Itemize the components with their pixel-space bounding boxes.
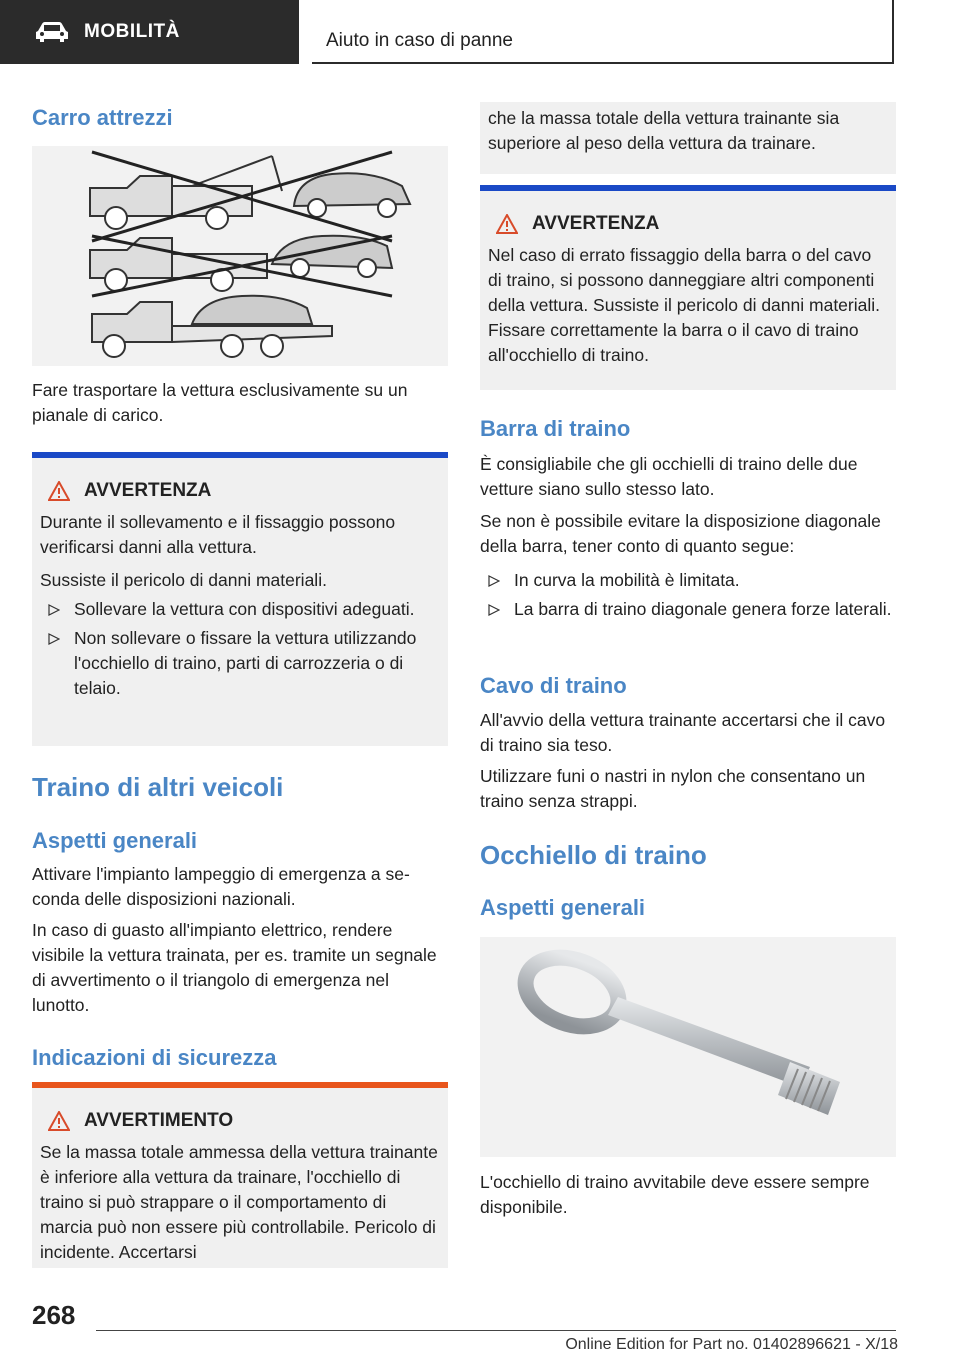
warning-text: Se la massa totale ammessa della vettura trainante è inferiore alla vettura da trainare, l'occhiello di traino si può strappare o il comportamento di marcia può non essere più controllabile. Pericolo di incidente. Accertarsi — [40, 1142, 438, 1262]
page-number: 268 — [32, 1300, 76, 1330]
tow-bar-p1: È consigliabile che gli occhielli di traino delle due vetture siano sullo stesso lato. — [480, 454, 858, 499]
triangle-bullet-icon — [488, 575, 500, 587]
warning-title — [48, 480, 440, 502]
tow-bar-heading: Barra di traino — [480, 416, 631, 441]
warning-triangle-icon — [48, 481, 70, 501]
list-item — [40, 626, 440, 701]
car-icon — [34, 21, 70, 43]
warning-text: Nel caso di errato fissaggio della barra o del cavo di traino, si possono danneggiare altri componenti della vettura. Sussiste il pericolo di danni materiali. Fissare correttamente la barra o il cavo di traino all'occhiello di traino. — [488, 245, 880, 365]
general-p2: In caso di guasto all'impianto elettrico, rendere visibile la vettura trainata, per es. tramite un segnale di avvertimento o il triangolo di emergenza nel lunotto. — [32, 920, 437, 1015]
tow-eye-illustration — [480, 937, 896, 1157]
tow-bar-list — [480, 564, 896, 622]
triangle-bullet-icon — [488, 604, 500, 616]
tow-truck-heading: Carro attrezzi — [32, 105, 173, 130]
warning-cont-text: che la massa totale della vettura trainante sia superiore al peso della vettura da trainare. — [488, 108, 840, 153]
warning-text: Durante il sollevamento e il fissaggio possono verificarsi danni alla vettura. — [40, 512, 396, 557]
tow-truck-illustration — [32, 146, 448, 366]
tow-bar-p2: Se non è possibile evitare la disposizione diagonale della barra, tener conto di quanto segue: — [480, 511, 881, 556]
tow-eye-general-heading: Aspetti generali — [480, 895, 646, 920]
tow-rope-heading: Cavo di traino — [480, 673, 627, 698]
tow-eye-heading: Occhiello di traino — [480, 840, 707, 870]
warning-triangle-icon — [48, 1111, 70, 1131]
triangle-bullet-icon — [48, 633, 60, 645]
section-label: MOBILITÀ — [84, 21, 180, 42]
list-item-text: Non sollevare o fissare la vettura utilizzando l'occhiello di traino, parti di carrozzeria o di telaio. — [74, 628, 417, 698]
tow-eye-illustration-icon — [480, 937, 896, 1157]
tow-rope-p1: All'avvio della vettura trainante accertarsi che il cavo di traino sia teso. — [480, 710, 886, 755]
warning-bar — [32, 452, 448, 458]
tow-truck-caption: Fare trasportare la vettura esclusivamente su un pianale di carico. — [32, 380, 408, 425]
chapter-title: Aiuto in caso di panne — [326, 30, 513, 51]
warning-title-text: AVVERTENZA — [84, 480, 212, 501]
warning-continued — [480, 102, 896, 174]
safety-heading: Indicazioni di sicurezza — [32, 1045, 277, 1070]
warning-title-2 — [48, 1110, 440, 1132]
warning-title-3 — [496, 213, 888, 235]
warning-box-3 — [480, 185, 896, 390]
chapter-header — [312, 0, 894, 64]
list-item — [480, 597, 896, 622]
warning-bar-2 — [32, 1082, 448, 1088]
section-tab — [0, 0, 299, 64]
warning-triangle-icon — [496, 214, 518, 234]
general-heading: Aspetti generali — [32, 828, 198, 853]
warning-bar-3 — [480, 185, 896, 191]
warning-title-text: AVVERTENZA — [532, 213, 660, 234]
list-item — [40, 597, 440, 622]
tow-truck-illustration-icon — [32, 146, 448, 366]
footer-divider — [96, 1330, 896, 1331]
list-item-text: In curva la mobilità è limitata. — [514, 570, 740, 590]
footer-edition: Online Edition for Part no. 01402896621 - X/18 — [565, 1336, 898, 1353]
triangle-bullet-icon — [48, 604, 60, 616]
warning-box — [32, 452, 448, 746]
warning-box-2 — [32, 1082, 448, 1268]
list-item-text: La barra di traino diagonale genera forze laterali. — [514, 599, 892, 619]
towing-heading: Traino di altri veicoli — [32, 772, 284, 802]
warning-list — [40, 597, 440, 701]
warning-text-2: Sussiste il pericolo di danni materiali. — [40, 570, 327, 590]
tow-rope-p2: Utilizzare funi o nastri in nylon che consentano un traino senza strappi. — [480, 766, 866, 811]
list-item-text: Sollevare la vettura con dispositivi adeguati. — [74, 599, 415, 619]
list-item — [480, 568, 896, 593]
tow-eye-caption: L'occhiello di traino avvitabile deve essere sempre disponibile. — [480, 1172, 870, 1217]
general-p1: Attivare l'impianto lampeggio di emergenza a seconda delle disposizioni nazionali. — [32, 864, 410, 909]
warning-title-text: AVVERTIMENTO — [84, 1110, 234, 1131]
